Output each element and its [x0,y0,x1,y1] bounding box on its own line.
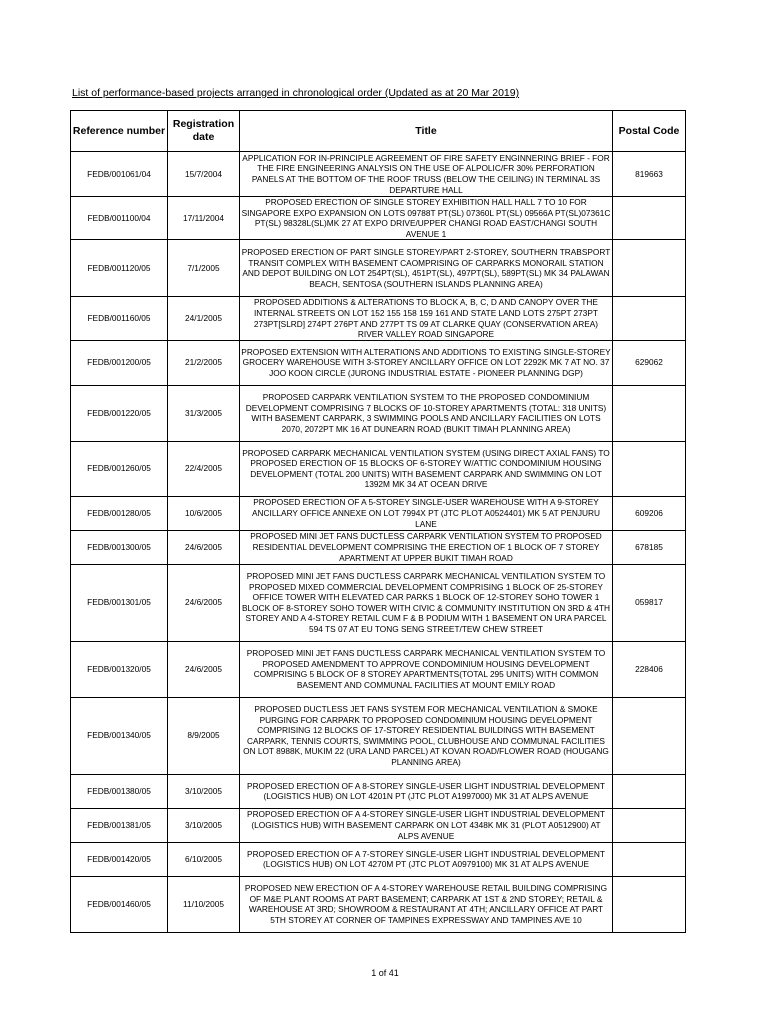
cell-registration-date: 17/11/2004 [168,197,240,240]
cell-title: PROPOSED ERECTION OF A 7-STOREY SINGLE-USER LIGHT INDUSTRIAL DEVELOPMENT (LOGISTICS HUB) ON LOT 4270M PT (JTC PLOT A0979100) MK 31 AT ALPS AVENUE [240,842,613,876]
cell-postal-code [613,774,686,808]
cell-reference-number: FEDB/001120/05 [71,240,168,297]
cell-postal-code [613,808,686,842]
cell-reference-number: FEDB/001380/05 [71,774,168,808]
table-row [71,152,686,197]
table-row [71,340,686,385]
cell-registration-date: 31/3/2005 [168,385,240,441]
column-header-registration-date: Registration date [168,111,240,152]
table-row [71,842,686,876]
table-header-row [71,111,686,152]
cell-postal-code: 678185 [613,530,686,564]
cell-postal-code [613,297,686,340]
cell-postal-code: 629062 [613,340,686,385]
cell-reference-number: FEDB/001260/05 [71,441,168,496]
page-number: 1 of 41 [371,968,399,978]
cell-registration-date: 15/7/2004 [168,152,240,197]
cell-postal-code: 059817 [613,564,686,641]
table-row [71,876,686,932]
table-row [71,385,686,441]
cell-postal-code [613,697,686,774]
column-header-postal-code: Postal Code [613,111,686,152]
table-body [71,152,686,933]
cell-reference-number: FEDB/001061/04 [71,152,168,197]
table-row [71,297,686,340]
cell-reference-number: FEDB/001420/05 [71,842,168,876]
cell-registration-date: 3/10/2005 [168,774,240,808]
cell-postal-code: 609206 [613,496,686,530]
table-row [71,441,686,496]
cell-reference-number: FEDB/001200/05 [71,340,168,385]
cell-registration-date: 11/10/2005 [168,876,240,932]
cell-title: PROPOSED ERECTION OF A 4-STOREY SINGLE-USER LIGHT INDUSTRIAL DEVELOPMENT (LOGISTICS HUB) WITH BASEMENT CARPARK ON LOT 4348K MK 31 (PLOT A0512900) AT ALPS AVENUE [240,808,613,842]
cell-reference-number: FEDB/001220/05 [71,385,168,441]
projects-table [70,110,686,933]
cell-registration-date: 21/2/2005 [168,340,240,385]
cell-postal-code [613,385,686,441]
table-row [71,496,686,530]
cell-title: PROPOSED EXTENSION WITH ALTERATIONS AND ADDITIONS TO EXISTING SINGLE-STOREY GROCERY WAREHOUSE WITH 3-STOREY ANCILLARY OFFICE ON LOT 2292K MK 7 AT NO. 37 JOO KOON CIRCLE (JURONG INDUSTRIAL ESTATE - PIONEER PLANNING DGP) [240,340,613,385]
column-header-title: Title [240,111,613,152]
cell-postal-code [613,842,686,876]
cell-title: PROPOSED MINI JET FANS DUCTLESS CARPARK MECHANICAL VENTILATION SYSTEM TO PROPOSED MIXED COMMERCIAL DEVELOPMENT COMPRISING 1 BLOCK OF 25-STOREY OFFICE TOWER WITH ELEVATED CAR PARKS 1 BLOCK OF 12-STOREY SOHO TOWER 1 BLOCK OF 8-STOREY SOHO TOWER WITH CIVIC & COMMUNITY INSTITUTION ON 3RD & 4TH STOREY AND A 4-STOREY RETAIL CUM F & B PODIUM WITH 1 BASEMENT ON URA PARCEL 594 TS 07 AT EU TONG SENG STREET/TEW CHEW STREET [240,564,613,641]
cell-title: PROPOSED ADDITIONS & ALTERATIONS TO BLOCK A, B, C, D AND CANOPY OVER THE INTERNAL STREETS ON LOT 152 155 158 159 161 AND STATE LAND LOTS 275PT 273PT 273PT[SLRD] 274PT 276PT AND 277PT TS 09 AT CLARKE QUAY (CONSERVATION AREA) RIVER VALLEY ROAD SINGAPORE [240,297,613,340]
cell-registration-date: 22/4/2005 [168,441,240,496]
cell-registration-date: 7/1/2005 [168,240,240,297]
cell-postal-code: 819663 [613,152,686,197]
cell-reference-number: FEDB/001100/04 [71,197,168,240]
cell-postal-code [613,876,686,932]
table-row [71,240,686,297]
table-row [71,774,686,808]
cell-reference-number: FEDB/001160/05 [71,297,168,340]
cell-title: PROPOSED MINI JET FANS DUCTLESS CARPARK VENTILATION SYSTEM TO PROPOSED RESIDENTIAL DEVELOPMENT COMPRISING THE ERECTION OF 1 BLOCK OF 7 STOREY APARTMENT AT UPPER BUKIT TIMAH ROAD [240,530,613,564]
cell-reference-number: FEDB/001381/05 [71,808,168,842]
cell-title: PROPOSED MINI JET FANS DUCTLESS CARPARK MECHANICAL VENTILATION SYSTEM TO PROPOSED AMENDMENT TO APPROVE CONDOMINIUM HOUSING DEVELOPMENT COMPRISING 5 BLOCK OF 8 STOREY APARTMENTS(TOTAL 295 UNITS) WITH COMMON BASEMENT AND COMMUNAL FACILITIES AT MOUNT EMILY ROAD [240,641,613,697]
cell-reference-number: FEDB/001320/05 [71,641,168,697]
cell-title: PROPOSED ERECTION OF SINGLE STOREY EXHIBITION HALL HALL 7 TO 10 FOR SINGAPORE EXPO EXPANSION ON LOTS 09788T PT(SL) 07360L PT(SL) 09566A PT(SL)07361C PT(SL) 98328L(SL)MK 27 AT EXPO DRIVE/UPPER CHANGI ROAD EAST/CHANGI SOUTH AVENUE 1 [240,197,613,240]
cell-title: PROPOSED ERECTION OF A 8-STOREY SINGLE-USER LIGHT INDUSTRIAL DEVELOPMENT (LOGISTICS HUB) ON LOT 4201N PT (JTC PLOT A1997000) MK 31 AT ALPS AVENUE [240,774,613,808]
table-row [71,564,686,641]
cell-reference-number: FEDB/001300/05 [71,530,168,564]
cell-title: PROPOSED DUCTLESS JET FANS SYSTEM FOR MECHANICAL VENTILATION & SMOKE PURGING FOR CARPARK TO PROPOSED CONDOMINIUM HOUSING DEVELOPMENT COMPRISING 12 BLOCKS OF 17-STOREY RESIDENTIAL BUILDINGS WITH BASEMENT CARPARK, TENNIS COURTS, SWIMMING POOL, CLUBHOUSE AND COMMUNAL FACILITIES ON LOT 8988K, MUKIM 22 (URA LAND PARCEL) AT KOVAN ROAD/FLOWER ROAD (HOUGANG PLANNING AREA) [240,697,613,774]
cell-reference-number: FEDB/001280/05 [71,496,168,530]
cell-postal-code [613,441,686,496]
cell-registration-date: 24/6/2005 [168,641,240,697]
table-row [71,641,686,697]
column-header-reference: Reference number [71,111,168,152]
table-row [71,530,686,564]
cell-title: PROPOSED ERECTION OF A 5-STOREY SINGLE-USER WAREHOUSE WITH A 9-STOREY ANCILLARY OFFICE ANNEXE ON LOT 7994X PT (JTC PLOT A0524401) MK 5 AT PENJURU LANE [240,496,613,530]
cell-title: PROPOSED NEW ERECTION OF A 4-STOREY WAREHOUSE RETAIL BUILDING COMPRISING OF M&E PLANT ROOMS AT PART BASEMENT; CARPARK AT 1ST & 2ND STOREY; RETAIL & WAREHOUSE AT 3RD; SHOWROOM & RESTAURANT AT 4TH; ANCILLARY OFFICE AT PART 5TH STOREY AT CORNER OF TAMPINES EXPRESSWAY AND TAMPINES AVE 10 [240,876,613,932]
table-row [71,697,686,774]
cell-postal-code: 228406 [613,641,686,697]
cell-reference-number: FEDB/001460/05 [71,876,168,932]
cell-reference-number: FEDB/001301/05 [71,564,168,641]
page-heading: List of performance-based projects arranged in chronological order (Updated as at 20 Mar 2019) [72,87,520,99]
cell-registration-date: 24/6/2005 [168,530,240,564]
cell-reference-number: FEDB/001340/05 [71,697,168,774]
table-row [71,197,686,240]
cell-title: PROPOSED CARPARK MECHANICAL VENTILATION SYSTEM (USING DIRECT AXIAL FANS) TO PROPOSED ERECTION OF 15 BLOCKS OF 6-STOREY W/ATTIC CONDOMINIUM HOUSING DEVELOPMENT (TOTAL 200 UNITS) WITH BASEMENT CARPARK AND SWIMMING ON LOT 1392M MK 34 AT OCEAN DRIVE [240,441,613,496]
cell-title: PROPOSED ERECTION OF PART SINGLE STOREY/PART 2-STOREY, SOUTHERN TRABSPORT TRANSIT COMPLEX WITH BASEMENT CAOMPRISING OF CARPARKS MONORAIL STATION AND DEPOT BUILDING ON LOT 254PT(SL), 451PT(SL), 497PT(SL), 589PT(SL) MK 34 PALAWAN BEACH, SENTOSA (SOUTHERN ISLANDS PLANNING AREA) [240,240,613,297]
cell-title: PROPOSED CARPARK VENTILATION SYSTEM TO THE PROPOSED CONDOMINIUM DEVELOPMENT COMPRISING 7 BLOCKS OF 10-STOREY APARTMENTS (TOTAL: 318 UNITS) WITH BASEMENT CARPARK, 3 SWIMMING POOLS AND ANCILLARY FACILITIES ON LOTS 2070, 2072PT MK 16 AT DUNEARN ROAD (BUKIT TIMAH PLANNING AREA) [240,385,613,441]
cell-registration-date: 8/9/2005 [168,697,240,774]
cell-registration-date: 24/1/2005 [168,297,240,340]
cell-registration-date: 10/6/2005 [168,496,240,530]
table-row [71,808,686,842]
cell-postal-code [613,197,686,240]
cell-registration-date: 3/10/2005 [168,808,240,842]
cell-postal-code [613,240,686,297]
cell-registration-date: 24/6/2005 [168,564,240,641]
cell-title: APPLICATION FOR IN-PRINCIPLE AGREEMENT OF FIRE SAFETY ENGINNERING BRIEF - FOR THE FIRE ENGINEERING ANALYSIS ON THE USE OF ALPOLIC/FR 30% PERFORATION PANELS AT THE BOTTOM OF THE ROOF TRUSS (BELOW THE CEILING) IN TERMINAL 3S DEPARTURE HALL [240,152,613,197]
cell-registration-date: 6/10/2005 [168,842,240,876]
